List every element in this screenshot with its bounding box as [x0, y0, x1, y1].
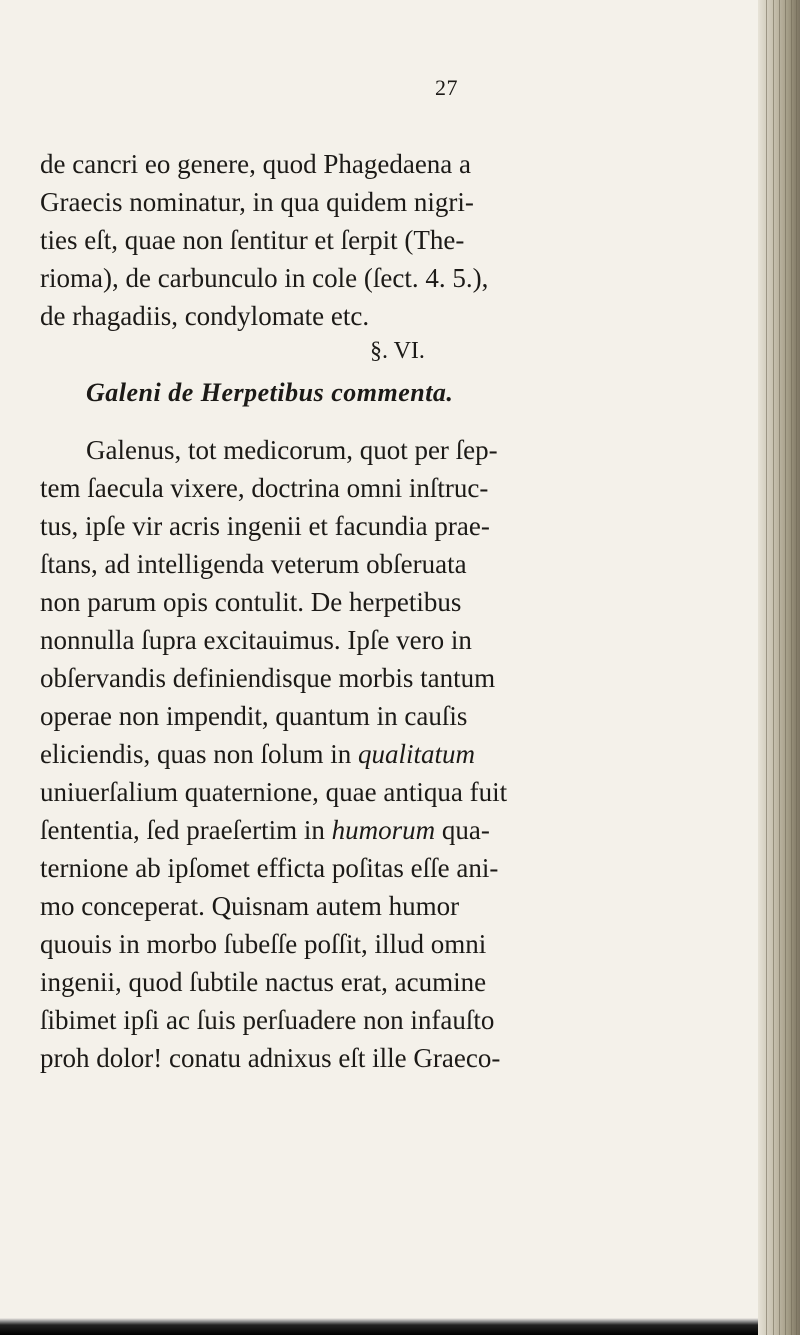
text-line-top-2: Graecis nominatur, in qua quidem nigri-	[40, 187, 474, 217]
text-line-top-3: ties eſt, quae non ſentitur et ſerpit (The-	[40, 225, 465, 255]
fore-edge-line	[773, 0, 774, 1335]
text-line-top-5: de rhagadiis, condylomate etc.	[40, 301, 370, 331]
fore-edge-line	[779, 0, 780, 1335]
body-line-9-text: eliciendis, quas non ſolum in	[40, 739, 358, 769]
fore-edge-line	[766, 0, 767, 1335]
book-fore-edge	[758, 0, 800, 1335]
body-line-11-end: qua-	[435, 815, 490, 845]
body-line-17: proh dolor! conatu adnixus eſt ille Graeco-	[40, 1043, 501, 1073]
body-line-3: tus, ipſe vir acris ingenii et facundia prae-	[40, 511, 490, 541]
body-line-12: ternione ab ipſomet efficta poſitas eſſe ani-	[40, 853, 499, 883]
page-number: 27	[435, 75, 458, 100]
body-line-11-text: ſententia, ſed praeſertim in	[40, 815, 332, 845]
body-line-13: mo conceperat. Quisnam autem humor	[40, 891, 460, 921]
body-line-1-text: Galenus, tot medicorum, quot per ſep-	[86, 435, 498, 465]
body-line-6: nonnulla ſupra excitauimus. Ipſe vero in	[40, 625, 472, 655]
text-line-top-1: de cancri eo genere, quod Phagedaena a	[40, 149, 472, 179]
body-line-2: tem ſaecula vixere, doctrina omni inſtruc-	[40, 473, 489, 503]
section-number: §. VI.	[370, 338, 425, 364]
body-line-15: ingenii, quod ſubtile nactus erat, acumine	[40, 967, 487, 997]
body-line-5: non parum opis contulit. De herpetibus	[40, 587, 462, 617]
body-line-7: obſervandis definiendisque morbis tantum	[40, 663, 496, 693]
body-line-9	[40, 738, 740, 770]
page-bottom-shadow	[0, 1318, 758, 1335]
fore-edge-line	[791, 0, 792, 1335]
body-line-11	[40, 814, 740, 846]
text-line-top-4: rioma), de carbunculo in cole (ſect. 4. 5.),	[40, 263, 489, 293]
body-line-4: ſtans, ad intelligenda veterum obſeruata	[40, 549, 467, 579]
fore-edge-line	[796, 0, 797, 1335]
section-heading: Galeni de Herpetibus commenta.	[86, 378, 454, 407]
body-line-10: uniuerſalium quaternione, quae antiqua fuit	[40, 777, 508, 807]
body-line-9-italic: qualitatum	[357, 739, 475, 769]
body-line-11-italic: humorum	[331, 815, 436, 845]
fore-edge-line	[785, 0, 786, 1335]
body-line-16: ſibimet ipſi ac ſuis perſuadere non infauſto	[40, 1005, 495, 1035]
body-line-14: quouis in morbo ſubeſſe poſſit, illud omni	[40, 929, 487, 959]
body-line-8: operae non impendit, quantum in cauſis	[40, 701, 468, 731]
body-line-1	[40, 434, 740, 466]
